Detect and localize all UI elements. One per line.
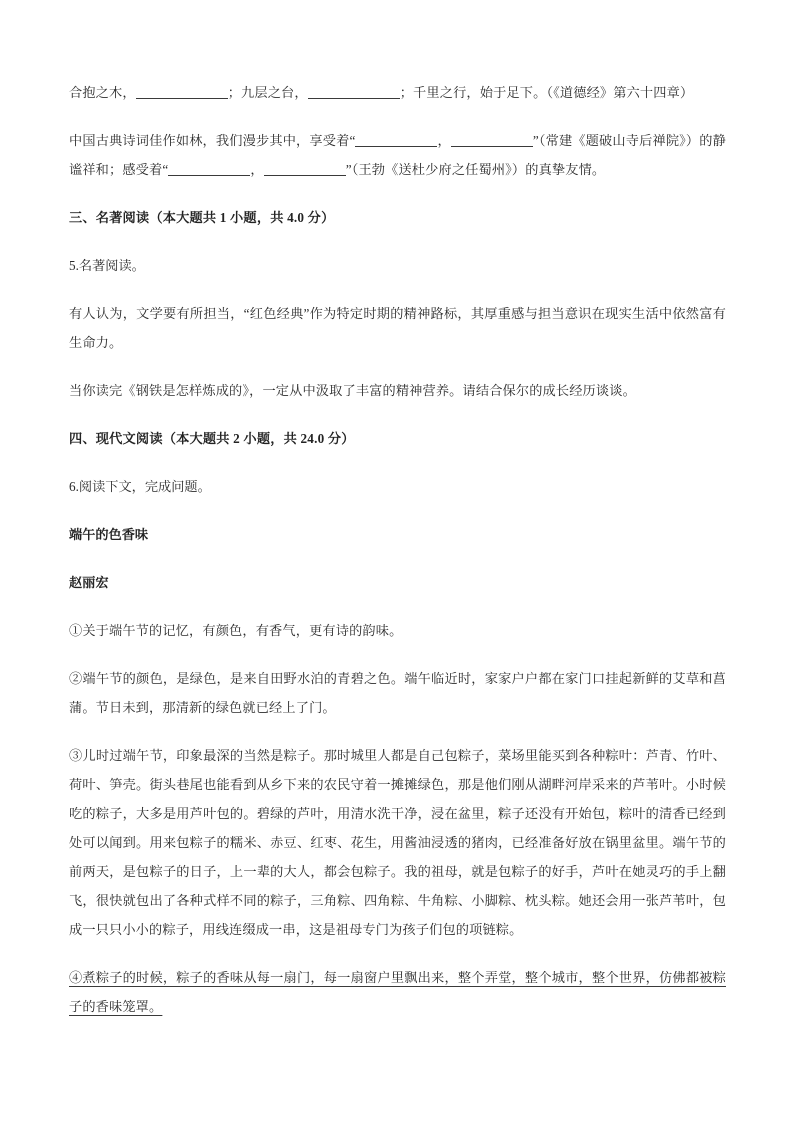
fill-in-line2-text-part3: ”（常建《题破山寺后禅院》）的静谧祥和；感受着“ (69, 133, 726, 177)
fill-in-blank-line-2 (69, 126, 726, 184)
fill-in-line1-text-part2: ；九层之台， (227, 85, 308, 100)
fill-in-line2-text-part4: ， (250, 162, 264, 177)
article-paragraph-4: ④煮粽子的时候，粽子的香味从每一扇门，每一扇窗户里飘出来，整个弄堂，整个城市，整个世界，仿佛都被粽子的香味笼罩。 (69, 970, 726, 1014)
fill-in-line2-text-part2: ， (437, 133, 451, 148)
blank-input-2[interactable] (308, 85, 400, 99)
article-paragraph-2: ②端午节的颜色，是绿色，是来自田野水泊的青碧之色。端午临近时，家家户户都在家门口挂起新鲜的艾草和菖蒲。节日未到，那清新的绿色就已经上了门。 (69, 671, 726, 715)
section-heading-three: 三、名著阅读（本大题共 1 小题，共 4.0 分） (69, 210, 335, 225)
article-title: 端午的色香味 (69, 527, 149, 542)
article-author: 赵丽宏 (69, 575, 109, 590)
article-paragraph-1: ①关于端午节的记忆，有颜色，有香气，更有诗的韵味。 (69, 623, 403, 638)
section-heading-four: 四、现代文阅读（本大题共 2 小题，共 24.0 分） (69, 431, 355, 446)
blank-input-3[interactable] (355, 133, 437, 147)
blank-input-1[interactable] (136, 85, 228, 99)
question-number-6: 6.阅读下文，完成问题。 (69, 479, 211, 494)
document-body (69, 78, 726, 1021)
fill-in-blank-line-1 (69, 78, 726, 107)
fill-in-line1-text-part3: ；千里之行，始于足下。（《道德经》第六十四章） (399, 85, 694, 100)
article-paragraph-3: ③儿时过端午节，印象最深的当然是粽子。那时城里人都是自己包粽子，菜场里能买到各种粽叶：芦青、竹叶、荷叶、笋壳。街头巷尾也能看到从乡下来的农民守着一摊摊绿色，那是他们刚从湖畔河岸采来的芦苇叶。小时候吃的粽子，大多是用芦叶包的。碧绿的芦叶，用清水洗干净，浸在盆里，粽子还没有开始包，粽叶的清香已经到处可以闻到。用来包粽子的糯米、赤豆、红枣、花生，用酱油浸透的猪肉，已经准备好放在锅里盆里。端午节的前两天，是包粽子的日子，上一辈的大人，都会包粽子。我的祖母，就是包粽子的好手，芦叶在她灵巧的手上翻飞，很快就包出了各种式样不同的粽子，三角粽、四角粽、牛角粽、小脚粽、枕头粽。她还会用一张芦苇叶，包成一只只小小的粽子，用线连缀成一串，这是祖母专门为孩子们包的项链粽。 (69, 748, 726, 937)
question-number-5: 5.名著阅读。 (69, 258, 145, 273)
fill-in-line2-text-part1: 中国古典诗词佳作如林，我们漫步其中，享受着“ (69, 133, 356, 148)
question-5-paragraph-1: 有人认为，文学要有所担当，“红色经典”作为特定时期的精神路标，其厚重感与担当意识在现实生活中依然富有生命力。 (69, 306, 726, 350)
blank-input-6[interactable] (264, 162, 346, 176)
fill-in-line1-text-part1: 合抱之木， (69, 85, 136, 100)
blank-input-4[interactable] (451, 133, 533, 147)
blank-input-5[interactable] (168, 162, 250, 176)
question-5-paragraph-2: 当你读完《钢铁是怎样炼成的》，一定从中汲取了丰富的精神营养。请结合保尔的成长经历谈谈。 (69, 383, 636, 398)
fill-in-line2-text-part5: ”（王勃《送杜少府之任蜀州》）的真挚友情。 (345, 162, 606, 177)
